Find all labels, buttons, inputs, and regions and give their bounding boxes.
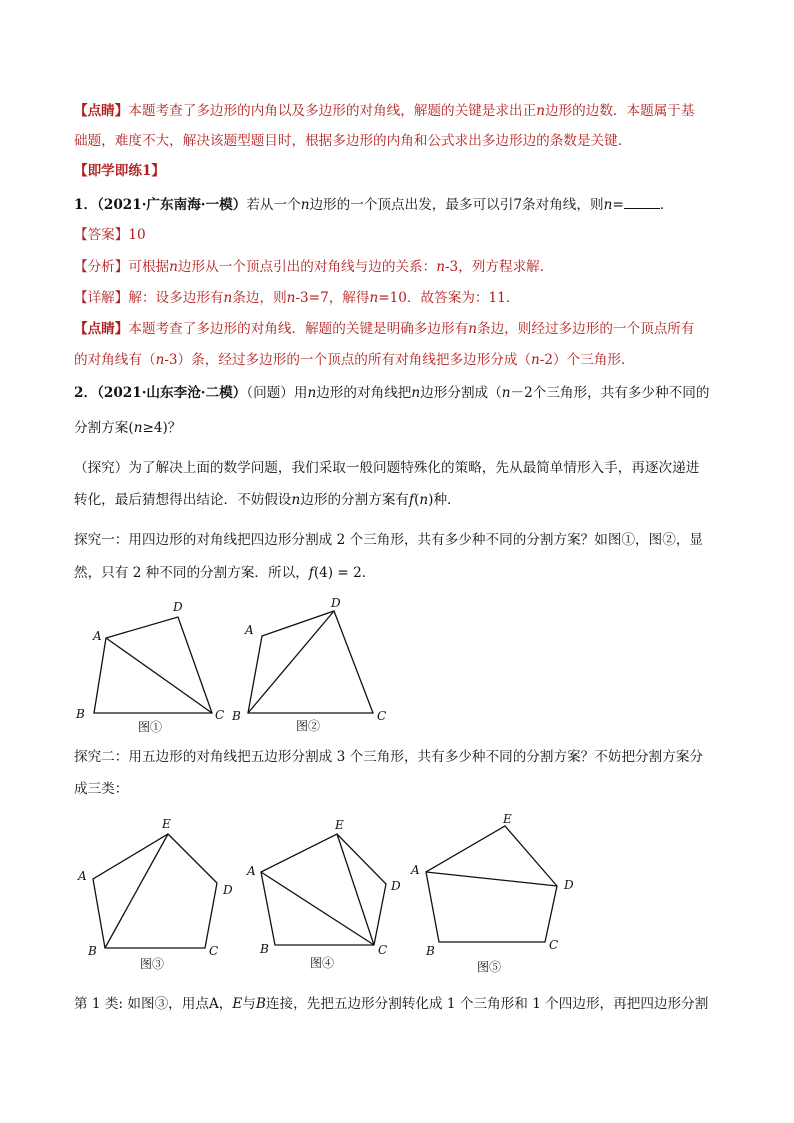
explore-2-line-2: 成三类： bbox=[74, 781, 129, 797]
answer-line: 【答案】10 bbox=[74, 227, 146, 243]
figure-caption: 图③ bbox=[140, 957, 165, 971]
quadrilateral-shape bbox=[94, 617, 212, 713]
question-2-line-2: 分割方案(n≥4)？ bbox=[74, 420, 182, 436]
diagonal-ad bbox=[426, 872, 557, 886]
vertex-d: D bbox=[391, 879, 401, 893]
practice-heading: 【即学即练1】 bbox=[74, 163, 166, 179]
vertex-a: A bbox=[93, 629, 102, 643]
vertex-d: D bbox=[564, 878, 574, 892]
question-source: （2021·广东南海·一模） bbox=[97, 197, 247, 213]
tag-answer: 【答案】 bbox=[74, 227, 129, 243]
vertex-a: A bbox=[411, 863, 420, 877]
analysis-line: 【分析】可根据n边形从一个顶点引出的对角线与边的关系：n-3，列方程求解． bbox=[74, 259, 554, 275]
vertex-e: E bbox=[503, 812, 512, 826]
vertex-c: C bbox=[209, 944, 219, 958]
vertex-c: C bbox=[215, 708, 225, 722]
vertex-e: E bbox=[162, 817, 171, 831]
vertex-a: A bbox=[247, 864, 256, 878]
vertex-c: C bbox=[549, 938, 559, 952]
detail-line: 【详解】解：设多边形有n条边，则n-3=7，解得n=10．故答案为：11． bbox=[74, 290, 520, 306]
vertex-d: D bbox=[223, 883, 233, 897]
diagonal-ac bbox=[106, 638, 212, 713]
vertex-a: A bbox=[245, 623, 254, 637]
vertex-a: A bbox=[78, 869, 87, 883]
vertex-e: E bbox=[335, 818, 344, 832]
dianjing-1-line-2: 础题，难度不大，解决该题型题目时，根据多边形的内角和公式求出多边形边的条数是关键． bbox=[74, 133, 632, 149]
vertex-b: B bbox=[260, 942, 269, 956]
explore-line-2: 转化，最后猜想得出结论．不妨假设n边形的分割方案有f(n)种． bbox=[74, 492, 461, 508]
figure-caption: 图② bbox=[296, 719, 321, 733]
question-source: （2021·山东李沧·二模） bbox=[97, 385, 247, 401]
figure-3-pentagon bbox=[72, 812, 247, 972]
vertex-b: B bbox=[232, 709, 241, 723]
figure-5-pentagon bbox=[408, 808, 583, 973]
quadrilateral-shape bbox=[248, 611, 373, 713]
vertex-b: B bbox=[426, 944, 435, 958]
question-1: 1．（2021·广东南海·一模）若从一个n边形的一个顶点出发，最多可以引7条对角线，则n= ． bbox=[74, 197, 674, 213]
figure-caption: 图④ bbox=[310, 956, 335, 970]
figure-caption: 图⑤ bbox=[477, 960, 502, 974]
diagonal-ac bbox=[261, 872, 374, 945]
figure-1-quadrilateral bbox=[72, 598, 232, 733]
question-2-line-1: 2．（2021·山东李沧·二模）（问题）用n边形的对角线把n边形分割成（n－2个三角形，共有多少种不同的 bbox=[74, 385, 710, 401]
diagonal-ce bbox=[337, 834, 374, 945]
explore-2-line-1: 探究二：用五边形的对角线把五边形分割成 3 个三角形，共有多少种不同的分割方案？不妨把分割方案分 bbox=[74, 749, 704, 765]
figure-caption: 图① bbox=[138, 720, 163, 734]
figure-4-pentagon bbox=[244, 812, 419, 972]
dianjing-1-line-1: 【点睛】本题考查了多边形的内角以及多边形的对角线，解题的关键是求出正n边形的边数．本题属于基 bbox=[74, 103, 695, 119]
class-1-line: 第 1 类: 如图③，用点A，E与B连接，先把五边形分割转化成 1 个三角形和 1 个四边形，再把四边形分割 bbox=[74, 996, 709, 1012]
dianjing-2-line-2: 的对角线有（n-3）条，经过多边形的一个顶点的所有对角线把多边形分成（n-2）个三角形． bbox=[74, 352, 635, 368]
vertex-c: C bbox=[378, 943, 388, 957]
pentagon-shape bbox=[93, 834, 217, 948]
answer-blank bbox=[624, 195, 660, 209]
explore-1-line-1: 探究一：用四边形的对角线把四边形分割成 2 个三角形，共有多少种不同的分割方案？如图①，图②，显 bbox=[74, 532, 704, 548]
vertex-d: D bbox=[331, 596, 341, 610]
explore-1-line-2: 然，只有 2 种不同的分割方案．所以，f(4) = 2． bbox=[74, 565, 376, 581]
explore-line-1: （探究）为了解决上面的数学问题，我们采取一般问题特殊化的策略，先从最简单情形入手，再逐次递进 bbox=[74, 460, 700, 476]
pentagon-shape bbox=[261, 834, 386, 945]
dianjing-2-line-1: 【点睛】本题考查了多边形的对角线．解题的关键是明确多边形有n条边，则经过多边形的一个顶点所有 bbox=[74, 321, 695, 337]
vertex-b: B bbox=[76, 707, 85, 721]
tag-dianjing: 【点睛】 bbox=[74, 103, 129, 119]
vertex-c: C bbox=[377, 709, 387, 723]
vertex-d: D bbox=[173, 600, 183, 614]
diagonal-be bbox=[105, 834, 168, 948]
vertex-b: B bbox=[88, 944, 97, 958]
figure-2-quadrilateral bbox=[228, 596, 403, 731]
